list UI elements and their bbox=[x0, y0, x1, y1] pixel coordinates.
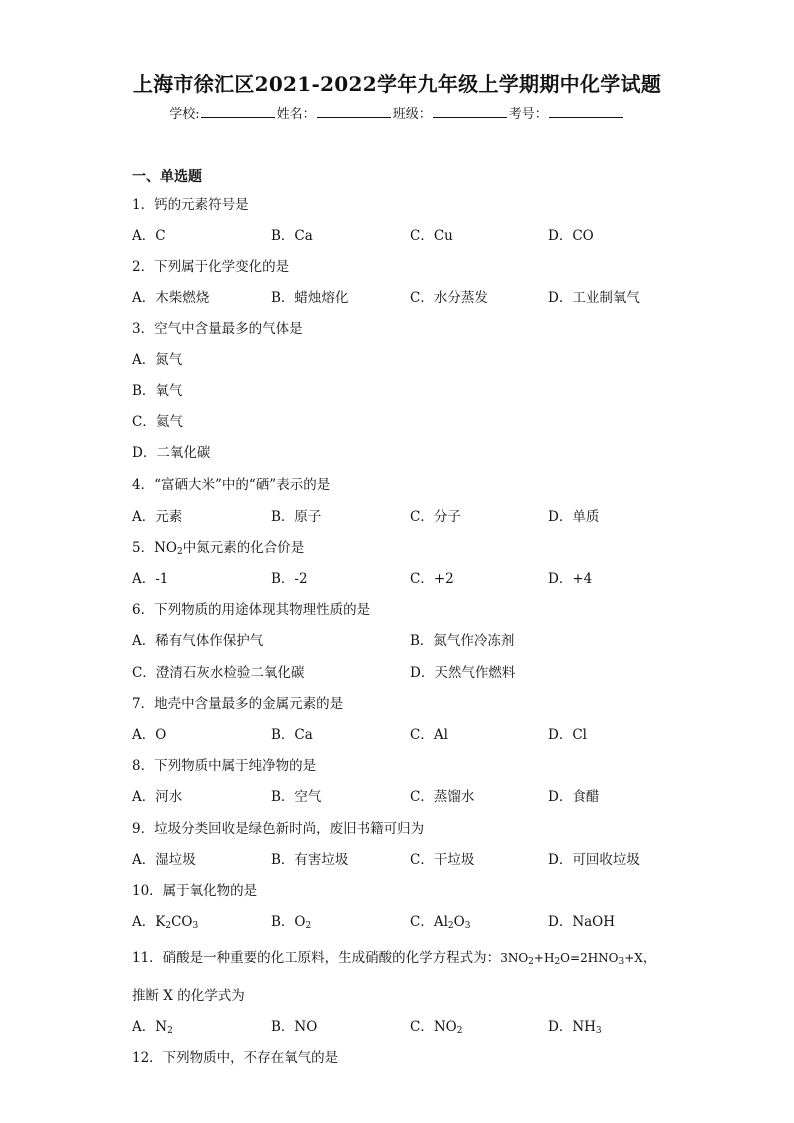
q3-option-c: C．氦气 bbox=[132, 414, 183, 430]
q2-option-d: D．工业制氧气 bbox=[548, 290, 640, 306]
page-title: 上海市徐汇区2021-2022学年九年级上学期期中化学试题 bbox=[132, 72, 662, 96]
q3-option-d: D．二氧化碳 bbox=[132, 445, 211, 461]
q1-option-b: B．Ca bbox=[271, 228, 313, 244]
question-5-stem bbox=[132, 536, 304, 557]
q2-option-b: B．蜡烛熔化 bbox=[271, 290, 349, 306]
q7-option-c: C．Al bbox=[410, 727, 448, 743]
question-11-stem bbox=[132, 946, 656, 967]
question-7-stem: 7．地壳中含量最多的金属元素的是 bbox=[132, 696, 344, 712]
q11-option-a: A．$N_2$ bbox=[132, 1019, 173, 1036]
question-1-stem: 1．钙的元素符号是 bbox=[132, 197, 249, 213]
q11-equation: $3NO_2+H_2O=2HNO_3+X$ bbox=[500, 951, 643, 967]
q2-option-a: A．木柴燃烧 bbox=[132, 290, 210, 306]
q6-option-c: C．澄清石灰水检验二氧化碳 bbox=[132, 665, 305, 681]
q8-option-b: B．空气 bbox=[271, 789, 322, 805]
q11-stem-text: 11．硝酸是一种重要的化工原料，生成硝酸的化学方程式为： bbox=[132, 950, 501, 966]
question-3-stem: 3．空气中含量最多的气体是 bbox=[132, 321, 303, 337]
school-label: 学校: bbox=[169, 107, 200, 122]
q8-option-d: D．食醋 bbox=[548, 789, 600, 805]
q11-option-d: D．$NH_3$ bbox=[548, 1019, 602, 1036]
q4-option-c: C．分子 bbox=[410, 509, 461, 525]
question-6-stem: 6．下列物质的用途体现其物理性质的是 bbox=[132, 602, 371, 618]
q7-option-a: A．O bbox=[132, 727, 167, 743]
q3-option-b: B．氧气 bbox=[132, 383, 183, 399]
q1-option-c: C．Cu bbox=[410, 228, 453, 244]
q9-option-d: D．可回收垃圾 bbox=[548, 852, 640, 868]
question-2-stem: 2．下列属于化学变化的是 bbox=[132, 259, 290, 275]
class-blank[interactable] bbox=[433, 105, 507, 118]
q11-stem-end: ， bbox=[642, 950, 657, 966]
q3-option-a: A．氮气 bbox=[132, 352, 183, 368]
number-blank[interactable] bbox=[549, 105, 623, 118]
q9-option-c: C．干垃圾 bbox=[410, 852, 475, 868]
section-heading: 一、单选题 bbox=[132, 169, 202, 185]
question-11-stem-line2: 推断 X 的化学式为 bbox=[132, 988, 245, 1004]
q4-option-b: B．原子 bbox=[271, 509, 322, 525]
q10-option-c: C．$Al_2O_3$ bbox=[410, 914, 471, 931]
q7-option-b: B．Ca bbox=[271, 727, 313, 743]
q6-option-d: D．天然气作燃料 bbox=[410, 665, 516, 681]
q1-option-d: D．CO bbox=[548, 228, 594, 244]
q5-option-d: D．+4 bbox=[548, 571, 593, 587]
q5-stem-pre: 5．NO bbox=[132, 540, 177, 556]
question-9-stem: 9．垃圾分类回收是绿色新时尚，废旧书籍可归为 bbox=[132, 821, 425, 837]
q4-option-d: D．单质 bbox=[548, 509, 600, 525]
name-label: 姓名： bbox=[276, 107, 316, 122]
question-4-stem: 4．“富硒大米”中的“硒”表示的是 bbox=[132, 477, 331, 493]
question-10-stem: 10．属于氧化物的是 bbox=[132, 883, 258, 899]
q8-option-c: C．蒸馏水 bbox=[410, 789, 475, 805]
q1-option-a: A．C bbox=[132, 228, 166, 244]
q11-option-b: B．NO bbox=[271, 1019, 318, 1035]
q2-option-c: C．水分蒸发 bbox=[410, 290, 488, 306]
question-12-stem: 12．下列物质中，不存在氧气的是 bbox=[132, 1050, 339, 1066]
q9-option-a: A．湿垃圾 bbox=[132, 852, 196, 868]
q6-option-b: B．氮气作冷冻剂 bbox=[410, 633, 515, 649]
question-8-stem: 8．下列物质中属于纯净物的是 bbox=[132, 758, 317, 774]
q10-option-b: B．$O_2$ bbox=[271, 914, 312, 931]
q5-option-a: A．-1 bbox=[132, 571, 169, 587]
q7-option-d: D．Cl bbox=[548, 727, 587, 743]
q11-option-c: C．$NO_2$ bbox=[410, 1019, 463, 1036]
q5-option-c: C．+2 bbox=[410, 571, 454, 587]
q10-option-a: A．$K_2CO_3$ bbox=[132, 914, 199, 931]
q8-option-a: A．河水 bbox=[132, 789, 183, 805]
student-info-line bbox=[0, 103, 794, 122]
q5-stem-post: 中氮元素的化合价是 bbox=[182, 540, 305, 556]
name-blank[interactable] bbox=[317, 105, 391, 118]
q4-option-a: A．元素 bbox=[132, 509, 183, 525]
school-blank[interactable] bbox=[201, 105, 275, 118]
q5-stem-sub: 2 bbox=[176, 547, 183, 557]
q5-option-b: B．-2 bbox=[271, 571, 308, 587]
q10-option-d: D．NaOH bbox=[548, 914, 616, 930]
q6-option-a: A．稀有气体作保护气 bbox=[132, 633, 264, 649]
number-label: 考号： bbox=[508, 107, 548, 122]
q9-option-b: B．有害垃圾 bbox=[271, 852, 349, 868]
class-label: 班级： bbox=[392, 107, 432, 122]
